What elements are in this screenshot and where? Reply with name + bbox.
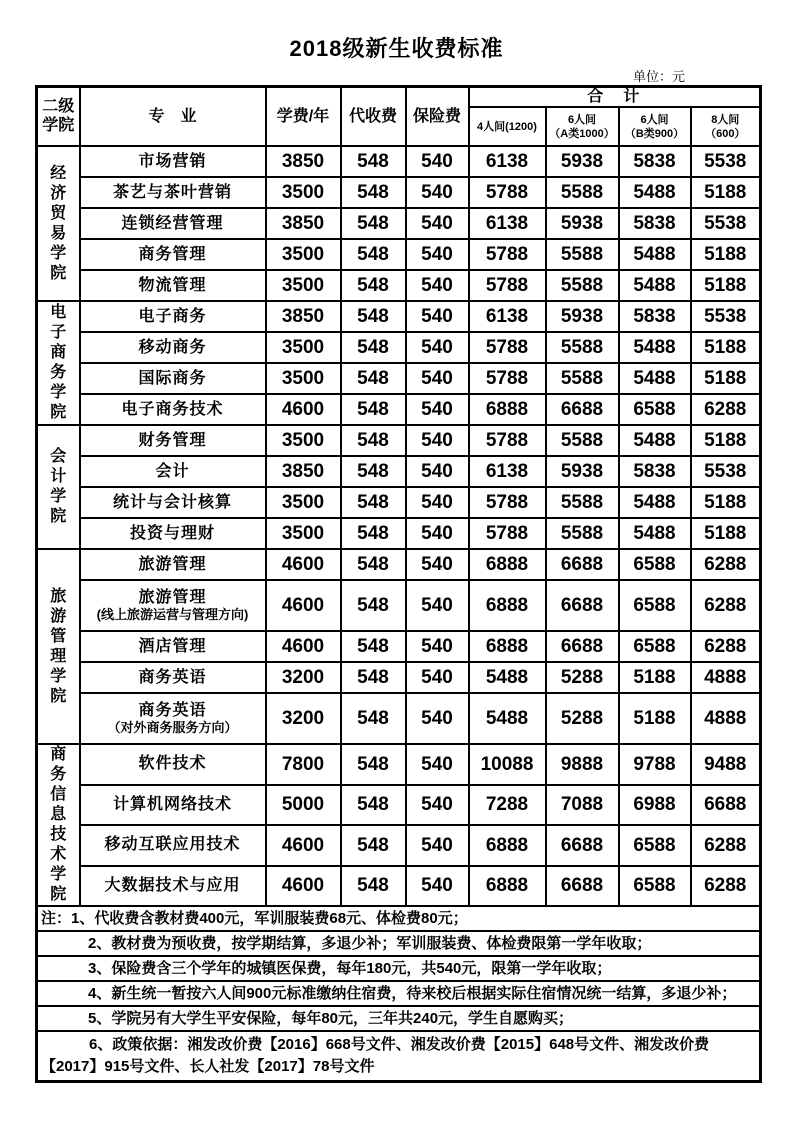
tuition-cell: 4600 (266, 580, 341, 631)
table-row (37, 301, 761, 332)
total-8room-cell: 5188 (691, 270, 761, 301)
insurance-cell: 540 (406, 785, 469, 826)
table-row (37, 208, 761, 239)
total-6roomA-cell: 5588 (546, 425, 619, 456)
total-6roomB-cell: 5188 (619, 693, 691, 744)
header-tuition: 学费/年 (266, 87, 341, 147)
insurance-cell: 540 (406, 239, 469, 270)
major-name: 旅游管理 (138, 555, 207, 573)
fee-table (35, 85, 762, 1083)
collection-cell: 548 (341, 425, 406, 456)
total-6roomA-cell: 5938 (546, 146, 619, 177)
college-cell: 商务信息技术学院 (37, 744, 80, 906)
major-name: 统计与会计核算 (112, 493, 232, 511)
total-6roomB-cell: 5838 (619, 208, 691, 239)
insurance-cell: 540 (406, 456, 469, 487)
tuition-cell: 3850 (266, 208, 341, 239)
major-name: 移动商务 (138, 338, 207, 356)
total-6roomB-cell: 5488 (619, 239, 691, 270)
major-direction: （对外商务服务方向） (107, 720, 238, 736)
header-row-top (37, 87, 761, 108)
total-8room-cell: 5538 (691, 146, 761, 177)
table-row (37, 549, 761, 580)
note-text: 5、学院另有大学生平安保险，每年80元，三年共240元，学生自愿购买； (37, 1006, 761, 1031)
collection-cell: 548 (341, 518, 406, 549)
tuition-cell: 3500 (266, 177, 341, 208)
major-name: 国际商务 (138, 369, 207, 387)
major-name: 大数据技术与应用 (104, 876, 241, 894)
total-6roomA-cell: 5588 (546, 487, 619, 518)
major-name: 酒店管理 (138, 637, 207, 655)
insurance-cell: 540 (406, 518, 469, 549)
total-6roomA-cell: 6688 (546, 631, 619, 662)
tuition-cell: 3200 (266, 662, 341, 693)
total-8room-cell: 4888 (691, 662, 761, 693)
total-6roomB-cell: 6588 (619, 549, 691, 580)
major-cell (80, 744, 266, 785)
collection-cell: 548 (341, 866, 406, 907)
notes-body (37, 906, 761, 1081)
insurance-cell: 540 (406, 301, 469, 332)
tuition-cell: 3200 (266, 693, 341, 744)
major-cell (80, 662, 266, 693)
collection-cell: 548 (341, 487, 406, 518)
major-name: 市场营销 (138, 152, 207, 170)
total-4room-cell: 6138 (469, 301, 546, 332)
major-cell (80, 177, 266, 208)
header-collection: 代收费 (341, 87, 406, 147)
major-cell (80, 146, 266, 177)
table-row (37, 425, 761, 456)
collection-cell: 548 (341, 270, 406, 301)
major-cell (80, 425, 266, 456)
major-name: 茶艺与茶叶营销 (112, 183, 232, 201)
college-cell: 旅游管理学院 (37, 549, 80, 744)
tuition-cell: 3850 (266, 456, 341, 487)
total-6roomA-cell: 9888 (546, 744, 619, 785)
major-name: 软件技术 (138, 755, 207, 773)
major-cell (80, 549, 266, 580)
total-8room-cell: 9488 (691, 744, 761, 785)
total-8room-cell: 5188 (691, 487, 761, 518)
total-6roomB-cell: 6588 (619, 580, 691, 631)
insurance-cell: 540 (406, 825, 469, 866)
header-room-4-line1: 4人间(1200) (477, 120, 537, 133)
total-6roomB-cell: 5488 (619, 332, 691, 363)
collection-cell: 548 (341, 825, 406, 866)
total-6roomB-cell: 5838 (619, 456, 691, 487)
collection-cell: 548 (341, 549, 406, 580)
collection-cell: 548 (341, 239, 406, 270)
header-insurance: 保险费 (406, 87, 469, 147)
major-cell (80, 785, 266, 826)
table-row (37, 363, 761, 394)
total-8room-cell: 4888 (691, 693, 761, 744)
table-row (37, 332, 761, 363)
table-row (37, 270, 761, 301)
note-row (37, 931, 761, 956)
total-6roomB-cell: 6588 (619, 825, 691, 866)
page-title: 2018级新生收费标准 (289, 36, 504, 61)
total-4room-cell: 5488 (469, 662, 546, 693)
major-cell (80, 208, 266, 239)
insurance-cell: 540 (406, 744, 469, 785)
tuition-cell: 3500 (266, 239, 341, 270)
total-4room-cell: 6138 (469, 456, 546, 487)
total-6roomB-cell: 6988 (619, 785, 691, 826)
collection-cell: 548 (341, 332, 406, 363)
total-6roomA-cell: 7088 (546, 785, 619, 826)
total-6roomB-cell: 5488 (619, 270, 691, 301)
table-row (37, 631, 761, 662)
total-4room-cell: 6888 (469, 631, 546, 662)
total-6roomB-cell: 9788 (619, 744, 691, 785)
major-cell (80, 693, 266, 744)
total-6roomB-cell: 6588 (619, 394, 691, 425)
insurance-cell: 540 (406, 580, 469, 631)
total-8room-cell: 5538 (691, 456, 761, 487)
total-4room-cell: 5488 (469, 693, 546, 744)
total-6roomA-cell: 5588 (546, 239, 619, 270)
college-cell: 经济贸易学院 (37, 146, 80, 301)
major-cell (80, 270, 266, 301)
tuition-cell: 4600 (266, 549, 341, 580)
total-8room-cell: 6288 (691, 549, 761, 580)
tuition-cell: 7800 (266, 744, 341, 785)
collection-cell: 548 (341, 394, 406, 425)
table-row (37, 825, 761, 866)
insurance-cell: 540 (406, 631, 469, 662)
total-8room-cell: 5538 (691, 301, 761, 332)
tuition-cell: 3850 (266, 301, 341, 332)
total-6roomA-cell: 5588 (546, 270, 619, 301)
major-name: 旅游管理 (138, 588, 207, 606)
header-room-8-line1: 8人间 (711, 113, 740, 126)
total-8room-cell: 6288 (691, 394, 761, 425)
note-row (37, 906, 761, 931)
insurance-cell: 540 (406, 208, 469, 239)
collection-cell: 548 (341, 177, 406, 208)
total-6roomB-cell: 5838 (619, 146, 691, 177)
college-cell: 会计学院 (37, 425, 80, 549)
total-4room-cell: 5788 (469, 363, 546, 394)
major-cell (80, 866, 266, 907)
major-name: 物流管理 (138, 276, 207, 294)
total-6roomA-cell: 5938 (546, 301, 619, 332)
tuition-cell: 3500 (266, 363, 341, 394)
note-row (37, 956, 761, 981)
total-6roomB-cell: 6588 (619, 631, 691, 662)
tuition-cell: 4600 (266, 394, 341, 425)
major-cell (80, 456, 266, 487)
insurance-cell: 540 (406, 146, 469, 177)
total-4room-cell: 5788 (469, 425, 546, 456)
tuition-cell: 4600 (266, 825, 341, 866)
total-6roomB-cell: 5488 (619, 425, 691, 456)
table-row (37, 394, 761, 425)
insurance-cell: 540 (406, 394, 469, 425)
total-8room-cell: 5188 (691, 518, 761, 549)
major-name: 投资与理财 (129, 524, 215, 542)
total-4room-cell: 6888 (469, 580, 546, 631)
total-8room-cell: 5188 (691, 177, 761, 208)
major-cell (80, 580, 266, 631)
header-room-6a (546, 107, 619, 146)
collection-cell: 548 (341, 456, 406, 487)
total-6roomB-cell: 5838 (619, 301, 691, 332)
total-6roomB-cell: 5188 (619, 662, 691, 693)
total-4room-cell: 6888 (469, 394, 546, 425)
total-4room-cell: 6138 (469, 208, 546, 239)
total-6roomA-cell: 6688 (546, 549, 619, 580)
total-4room-cell: 5788 (469, 518, 546, 549)
total-8room-cell: 6288 (691, 825, 761, 866)
major-name: 商务管理 (138, 245, 207, 263)
major-direction: (线上旅游运营与管理方向) (96, 607, 249, 623)
table-row (37, 487, 761, 518)
total-6roomA-cell: 5588 (546, 518, 619, 549)
header-total: 合 计 (469, 87, 761, 108)
total-6roomB-cell: 5488 (619, 363, 691, 394)
total-8room-cell: 6288 (691, 631, 761, 662)
collection-cell: 548 (341, 662, 406, 693)
major-cell (80, 518, 266, 549)
header-room-6a-line1: 6人间 (567, 113, 597, 126)
collection-cell: 548 (341, 146, 406, 177)
table-row (37, 580, 761, 631)
header-room-6b (619, 107, 691, 146)
major-cell (80, 631, 266, 662)
major-name: 连锁经营管理 (121, 214, 224, 232)
total-6roomB-cell: 5488 (619, 177, 691, 208)
table-row (37, 744, 761, 785)
total-6roomA-cell: 5288 (546, 693, 619, 744)
total-8room-cell: 5538 (691, 208, 761, 239)
total-4room-cell: 5788 (469, 332, 546, 363)
total-6roomB-cell: 5488 (619, 487, 691, 518)
tuition-cell: 3500 (266, 518, 341, 549)
total-6roomA-cell: 5588 (546, 332, 619, 363)
major-name: 商务英语 (138, 701, 207, 719)
header-major: 专 业 (80, 87, 266, 147)
table-row (37, 177, 761, 208)
insurance-cell: 540 (406, 363, 469, 394)
total-4room-cell: 5788 (469, 487, 546, 518)
collection-cell: 548 (341, 693, 406, 744)
major-name: 会计 (155, 462, 190, 480)
tuition-cell: 3500 (266, 487, 341, 518)
note-row (37, 1031, 761, 1081)
table-row (37, 456, 761, 487)
collection-cell: 548 (341, 631, 406, 662)
header-room-6b-line2: （B类900） (624, 127, 685, 140)
major-cell (80, 301, 266, 332)
collection-cell: 548 (341, 580, 406, 631)
insurance-cell: 540 (406, 866, 469, 907)
major-name: 电子商务技术 (121, 400, 224, 418)
table-row (37, 239, 761, 270)
major-cell (80, 363, 266, 394)
major-name: 计算机网络技术 (112, 795, 232, 813)
table-row (37, 785, 761, 826)
major-name: 电子商务 (138, 307, 207, 325)
total-8room-cell: 6288 (691, 580, 761, 631)
total-6roomA-cell: 6688 (546, 825, 619, 866)
note-row (37, 1006, 761, 1031)
total-6roomA-cell: 5588 (546, 363, 619, 394)
major-cell (80, 332, 266, 363)
total-6roomA-cell: 5288 (546, 662, 619, 693)
major-cell (80, 825, 266, 866)
tuition-cell: 4600 (266, 866, 341, 907)
total-4room-cell: 6138 (469, 146, 546, 177)
insurance-cell: 540 (406, 549, 469, 580)
major-name: 财务管理 (138, 431, 207, 449)
header-room-8 (691, 107, 761, 146)
tuition-cell: 3500 (266, 425, 341, 456)
total-6roomA-cell: 6688 (546, 580, 619, 631)
fee-table-body (37, 146, 761, 906)
header-room-8-line2: （600） (705, 127, 746, 140)
collection-cell: 548 (341, 363, 406, 394)
header-college: 二级学院 (37, 87, 80, 147)
header-room-6b-line1: 6人间 (640, 113, 669, 126)
table-row (37, 866, 761, 907)
total-8room-cell: 6288 (691, 866, 761, 907)
note-row (37, 981, 761, 1006)
total-6roomA-cell: 6688 (546, 866, 619, 907)
table-row (37, 662, 761, 693)
header-room-4 (469, 107, 546, 146)
insurance-cell: 540 (406, 662, 469, 693)
major-cell (80, 239, 266, 270)
total-8room-cell: 5188 (691, 363, 761, 394)
note-text: 2、教材费为预收费，按学期结算，多退少补；军训服装费、体检费限第一学年收取； (37, 931, 761, 956)
insurance-cell: 540 (406, 425, 469, 456)
collection-cell: 548 (341, 301, 406, 332)
total-8room-cell: 5188 (691, 239, 761, 270)
total-6roomB-cell: 6588 (619, 866, 691, 907)
table-row (37, 146, 761, 177)
table-row (37, 518, 761, 549)
insurance-cell: 540 (406, 487, 469, 518)
header-room-6a-line2: （A类1000） (549, 127, 615, 140)
total-6roomA-cell: 6688 (546, 394, 619, 425)
tuition-cell: 3850 (266, 146, 341, 177)
major-cell (80, 487, 266, 518)
table-row (37, 693, 761, 744)
unit-label: 单位：元 (629, 66, 689, 87)
collection-cell: 548 (341, 785, 406, 826)
tuition-cell: 5000 (266, 785, 341, 826)
total-8room-cell: 5188 (691, 425, 761, 456)
total-4room-cell: 10088 (469, 744, 546, 785)
total-4room-cell: 6888 (469, 549, 546, 580)
total-6roomA-cell: 5938 (546, 456, 619, 487)
major-cell (80, 394, 266, 425)
insurance-cell: 540 (406, 332, 469, 363)
collection-cell: 548 (341, 208, 406, 239)
note-text: 注：1、代收费含教材费400元，军训服装费68元、体检费80元； (37, 906, 761, 931)
total-6roomA-cell: 5588 (546, 177, 619, 208)
collection-cell: 548 (341, 744, 406, 785)
major-name: 商务英语 (138, 668, 207, 686)
total-4room-cell: 5788 (469, 270, 546, 301)
tuition-cell: 3500 (266, 270, 341, 301)
total-6roomA-cell: 5938 (546, 208, 619, 239)
total-4room-cell: 6888 (469, 825, 546, 866)
note-text: 6、政策依据：湘发改价费【2016】668号文件、湘发改价费【2015】648号文件、湘发改价费【2017】915号文件、长人社发【2017】78号文件 (37, 1031, 761, 1081)
insurance-cell: 540 (406, 177, 469, 208)
total-4room-cell: 6888 (469, 866, 546, 907)
total-4room-cell: 5788 (469, 177, 546, 208)
total-6roomB-cell: 5488 (619, 518, 691, 549)
note-text: 4、新生统一暂按六人间900元标准缴纳住宿费，待来校后根据实际住宿情况统一结算，多退少补； (37, 981, 761, 1006)
unit-label-row (35, 66, 759, 84)
total-8room-cell: 5188 (691, 332, 761, 363)
total-4room-cell: 7288 (469, 785, 546, 826)
insurance-cell: 540 (406, 270, 469, 301)
tuition-cell: 3500 (266, 332, 341, 363)
total-4room-cell: 5788 (469, 239, 546, 270)
total-8room-cell: 6688 (691, 785, 761, 826)
note-text: 3、保险费含三个学年的城镇医保费，每年180元，共540元，限第一学年收取； (37, 956, 761, 981)
major-name: 移动互联应用技术 (104, 836, 241, 854)
insurance-cell: 540 (406, 693, 469, 744)
college-cell: 电子商务学院 (37, 301, 80, 425)
tuition-cell: 4600 (266, 631, 341, 662)
